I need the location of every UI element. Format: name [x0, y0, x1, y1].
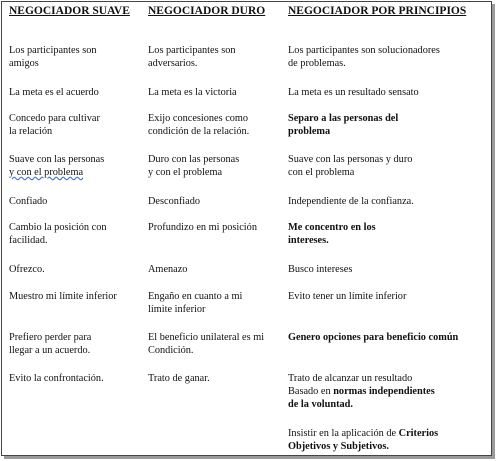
row-3-hard: Exijo concesiones como condición de la relación.	[148, 113, 250, 137]
row-8-soft: Muestro mi límite inferior	[9, 291, 117, 302]
row-10-principled: Trato de alcanzar un resultado Basado en normas independientes de la voluntad.	[288, 373, 435, 410]
row-2-soft: La meta es el acuerdo	[9, 87, 99, 98]
row-7-principled: Busco intereses	[288, 264, 353, 275]
row-6-hard: Profundizo en mi posición	[148, 222, 257, 233]
row-5-soft: Confiado	[9, 196, 48, 207]
row-10-soft: Evito la confrontación.	[9, 373, 104, 384]
row-4-hard: Duro con las personas y con el problema	[148, 154, 240, 178]
row-8-principled: Evito tener un límite inferior	[288, 291, 407, 302]
row-2-hard: La meta es la victoria	[148, 87, 237, 98]
row-1-soft: Los participantes son amigos	[9, 45, 97, 69]
row-9-principled: Genero opciones para beneficio común	[288, 332, 459, 343]
row-9-hard: El beneficio unilateral es mi Condición.	[148, 332, 265, 356]
row-4-soft: Suave con las personas y con el problema	[9, 154, 105, 178]
row-7-soft: Ofrezco.	[9, 264, 45, 275]
header-principled: NEGOCIADOR POR PRINCIPIOS	[288, 5, 467, 17]
row-6-soft: Cambio la posición con facilidad.	[9, 222, 107, 246]
row-8-hard: Engaño en cuanto a mi límite inferior	[148, 291, 243, 315]
header-hard: NEGOCIADOR DURO	[148, 5, 266, 17]
row-3-soft: Concedo para cultivar la relación	[9, 113, 100, 137]
insist-criteria-note: Insistir en la aplicación de Criterios Objetivos y Subjetivos.	[288, 428, 439, 452]
row-5-principled: Independiente de la confianza.	[288, 196, 414, 207]
row-3-principled: Separo a las personas del problema	[288, 113, 399, 137]
row-7-hard: Amenazo	[148, 264, 188, 275]
row-4-principled: Suave con las personas y duro con el problema	[288, 154, 413, 178]
comparison-table	[1, 1, 492, 456]
row-9-soft: Prefiero perder para llegar a un acuerdo.	[9, 332, 92, 356]
row-5-hard: Desconfiado	[148, 196, 201, 207]
row-1-hard: Los participantes son adversarios.	[148, 45, 236, 69]
row-6-principled: Me concentro en los intereses.	[288, 222, 376, 246]
header-soft: NEGOCIADOR SUAVE	[9, 5, 130, 17]
row-2-principled: La meta es un resultado sensato	[288, 87, 419, 98]
row-10-hard: Trato de ganar.	[148, 373, 210, 384]
row-1-principled: Los participantes son solucionadores de problemas.	[288, 45, 440, 69]
